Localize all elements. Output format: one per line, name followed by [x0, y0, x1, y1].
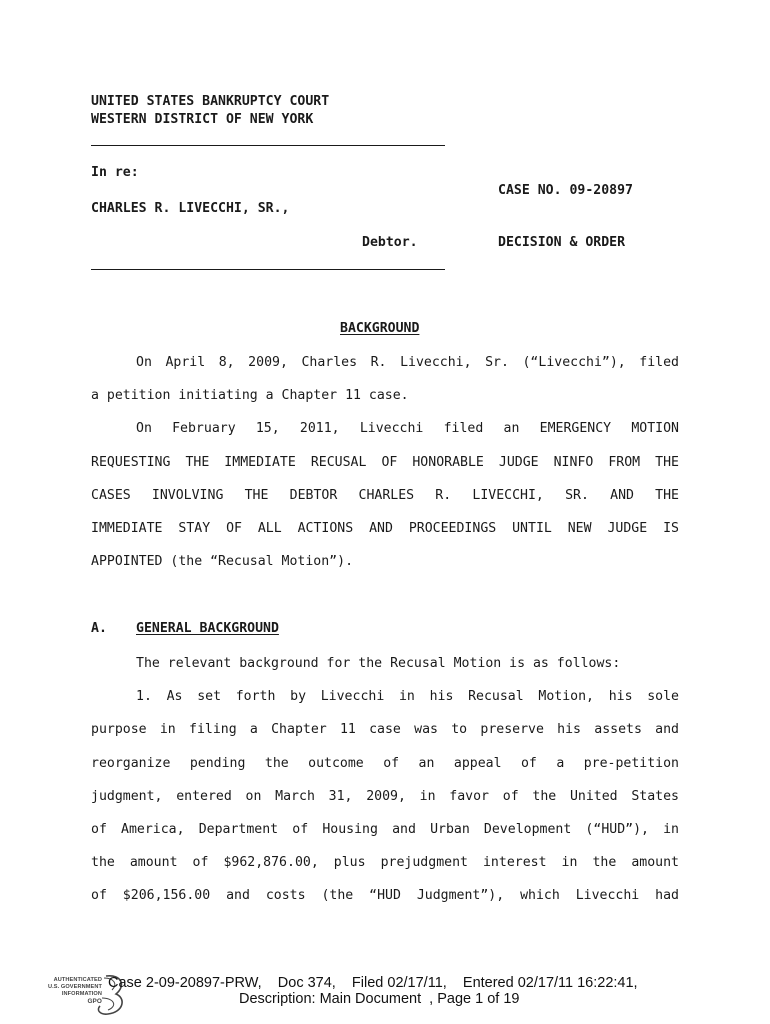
para1-line: On April 8, 2009, Charles R. Livecchi, Sr. (“Livecchi”), filed: [136, 355, 679, 370]
document-type: DECISION & ORDER: [498, 235, 626, 250]
gpo-seal-line: U.S. GOVERNMENT: [47, 984, 102, 990]
para4-line: 1. As set forth by Livecchi in his Recusal Motion, his sole: [136, 689, 679, 704]
para4-line: purpose in filing a Chapter 11 case was to preserve his assets and: [91, 722, 679, 737]
footer-case-line: Case 2-09-20897-PRW, Doc 374, Filed 02/17/11, Entered 02/17/11 16:22:41,: [108, 975, 638, 991]
para2-line: On February 15, 2011, Livecchi filed an EMERGENCY MOTION: [136, 421, 679, 436]
para2-line: CASES INVOLVING THE DEBTOR CHARLES R. LIVECCHI, SR. AND THE: [91, 488, 679, 503]
para3-line: The relevant background for the Recusal Motion is as follows:: [136, 656, 621, 671]
para4-line: of America, Department of Housing and Urban Development (“HUD”), in: [91, 822, 679, 837]
court-district: WESTERN DISTRICT OF NEW YORK: [91, 112, 314, 127]
debtor-label: Debtor.: [362, 235, 418, 250]
case-number: CASE NO. 09-20897: [498, 183, 633, 198]
debtor-name: CHARLES R. LIVECCHI, SR.,: [91, 201, 290, 216]
footer-description-line: Description: Main Document , Page 1 of 19: [239, 991, 520, 1007]
para2-line: APPOINTED (the “Recusal Motion”).: [91, 554, 354, 569]
in-re-label: In re:: [91, 165, 139, 180]
section-a-letter: A.: [91, 621, 107, 636]
para2-line: IMMEDIATE STAY OF ALL ACTIONS AND PROCEEDINGS UNTIL NEW JUDGE IS: [91, 521, 679, 536]
gpo-seal-line: AUTHENTICATED: [53, 977, 102, 983]
para4-line: the amount of $962,876.00, plus prejudgment interest in the amount: [91, 855, 679, 870]
header-rule-bottom: [91, 269, 445, 270]
gpo-seal-line: INFORMATION: [61, 991, 102, 997]
para4-line: reorganize pending the outcome of an appeal of a pre-petition: [91, 756, 679, 771]
gpo-seal-line: GPO: [87, 998, 102, 1005]
para2-line: REQUESTING THE IMMEDIATE RECUSAL OF HONORABLE JUDGE NINFO FROM THE: [91, 455, 679, 470]
section-a-title: GENERAL BACKGROUND: [136, 621, 279, 636]
court-name: UNITED STATES BANKRUPTCY COURT: [91, 94, 330, 109]
para4-line: of $206,156.00 and costs (the “HUD Judgment”), which Livecchi had: [91, 888, 679, 903]
para1-line: a petition initiating a Chapter 11 case.: [91, 388, 409, 403]
para4-line: judgment, entered on March 31, 2009, in favor of the United States: [91, 789, 679, 804]
background-heading: BACKGROUND: [340, 321, 420, 336]
header-rule-top: [91, 145, 445, 146]
